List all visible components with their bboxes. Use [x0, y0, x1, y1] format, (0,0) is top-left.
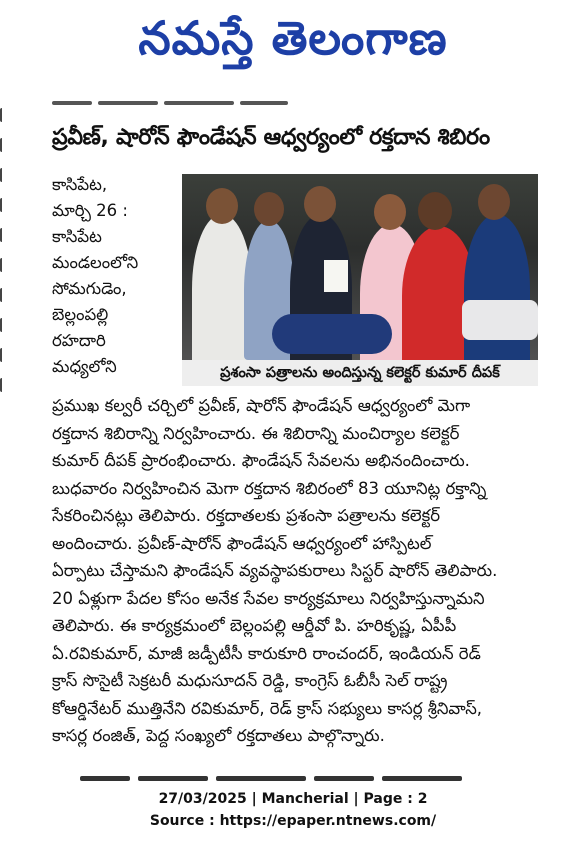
newspaper-logo: నమస్తే తెలంగాణ — [138, 11, 448, 65]
article-intro-column — [52, 172, 178, 380]
masthead — [0, 0, 586, 82]
cut-text-top — [52, 92, 352, 102]
column-border-marks — [0, 86, 10, 774]
body-line: కోఆర్డినేటర్ ముత్తినేని రవికుమార్, రెడ్ క్రాస్ సభ్యులు కాసర్ల శ్రీనివాస్, — [52, 698, 483, 718]
edition-info: 27/03/2025 | Mancherial | Page : 2 — [158, 791, 428, 807]
body-line: కాసర్ల రంజిత్, పెద్ద సంఖ్యలో రక్తదాతలు పాల్గొన్నారు. — [52, 726, 385, 745]
body-line: ఏ.రవికుమార్, మాజీ జడ్పీటీసీ కారుకూరి రాంచందర్, ఇండియన్ రెడ్ — [52, 643, 481, 663]
article-body — [52, 392, 572, 750]
news-photo — [182, 174, 538, 360]
body-line: తెలిపారు. ఈ కార్యక్రమంలో బెల్లంపల్లి ఆర్డీవో పి. హరికృష్ణ, ఏపీపీ — [52, 616, 457, 635]
body-line: అందించారు. ప్రవీణ్-షారోన్ ఫౌండేషన్ ఆధ్వర్యంలో హాస్పిటల్ — [52, 533, 432, 553]
body-line: ఏర్పాటు చేస్తామని ఫౌండేషన్ వ్యవస్థాపకురాలు సిస్టర్ షారోన్ తెలిపారు. — [52, 561, 498, 580]
body-line: 20 ఏళ్లుగా పేదల కోసం అనేక సేవల కార్యక్రమాలు నిర్వహిస్తున్నామని — [52, 588, 485, 608]
body-line: సేకరించినట్లు తెలిపారు. రక్తదాతలకు ప్రశంసా పత్రాలను కలెక్టర్ — [52, 506, 440, 525]
body-line: బుధవారం నిర్వహించిన మెగా రక్తదాన శిబిరంలో 83 యూనిట్ల రక్తాన్ని — [52, 478, 487, 498]
source-info: Source : https://epaper.ntnews.com/ — [149, 813, 437, 829]
body-line: కుమార్ దీపక్ ప్రారంభించారు. ఫౌండేషన్ సేవలను అభినందించారు. — [52, 451, 470, 470]
intro-line: బెల్లంపల్లి — [52, 305, 109, 324]
intro-line: మధ్యలోని — [52, 357, 117, 376]
intro-line: సోమగుడెం, — [52, 279, 127, 298]
news-clipping — [0, 86, 586, 774]
page-footer — [0, 788, 586, 832]
intro-line: మార్చి 26 : — [52, 201, 128, 220]
intro-line: కాసిపేట — [52, 227, 102, 246]
body-line: రక్తదాన శిబిరాన్ని నిర్వహించారు. ఈ శిబిరాన్ని మంచిర్యాల కలెక్టర్ — [52, 423, 460, 443]
body-line: క్రాస్ సొసైటీ సెక్రటరీ మధుసూదన్ రెడ్డి, కాంగ్రెస్ ఓబీసీ సెల్ రాష్ట్ర — [52, 671, 448, 690]
intro-line: రహదారి — [52, 331, 106, 350]
article-headline: ప్రవీణ్, షారోన్ ఫౌండేషన్ ఆధ్వర్యంలో రక్తదాన శిబిరం — [52, 125, 490, 150]
intro-line: కాసిపేట, — [52, 175, 108, 194]
cut-text-bottom — [80, 766, 500, 774]
body-line: ప్రముఖ కల్వరీ చర్చిలో ప్రవీణ్, షారోన్ ఫౌండేషన్ ఆధ్వర్యంలో మెగా — [52, 396, 471, 415]
intro-line: మండలంలోని — [52, 253, 139, 272]
photo-caption: ప్రశంసా పత్రాలను అందిస్తున్న కలెక్టర్ కుమార్ దీపక్ — [182, 360, 538, 386]
